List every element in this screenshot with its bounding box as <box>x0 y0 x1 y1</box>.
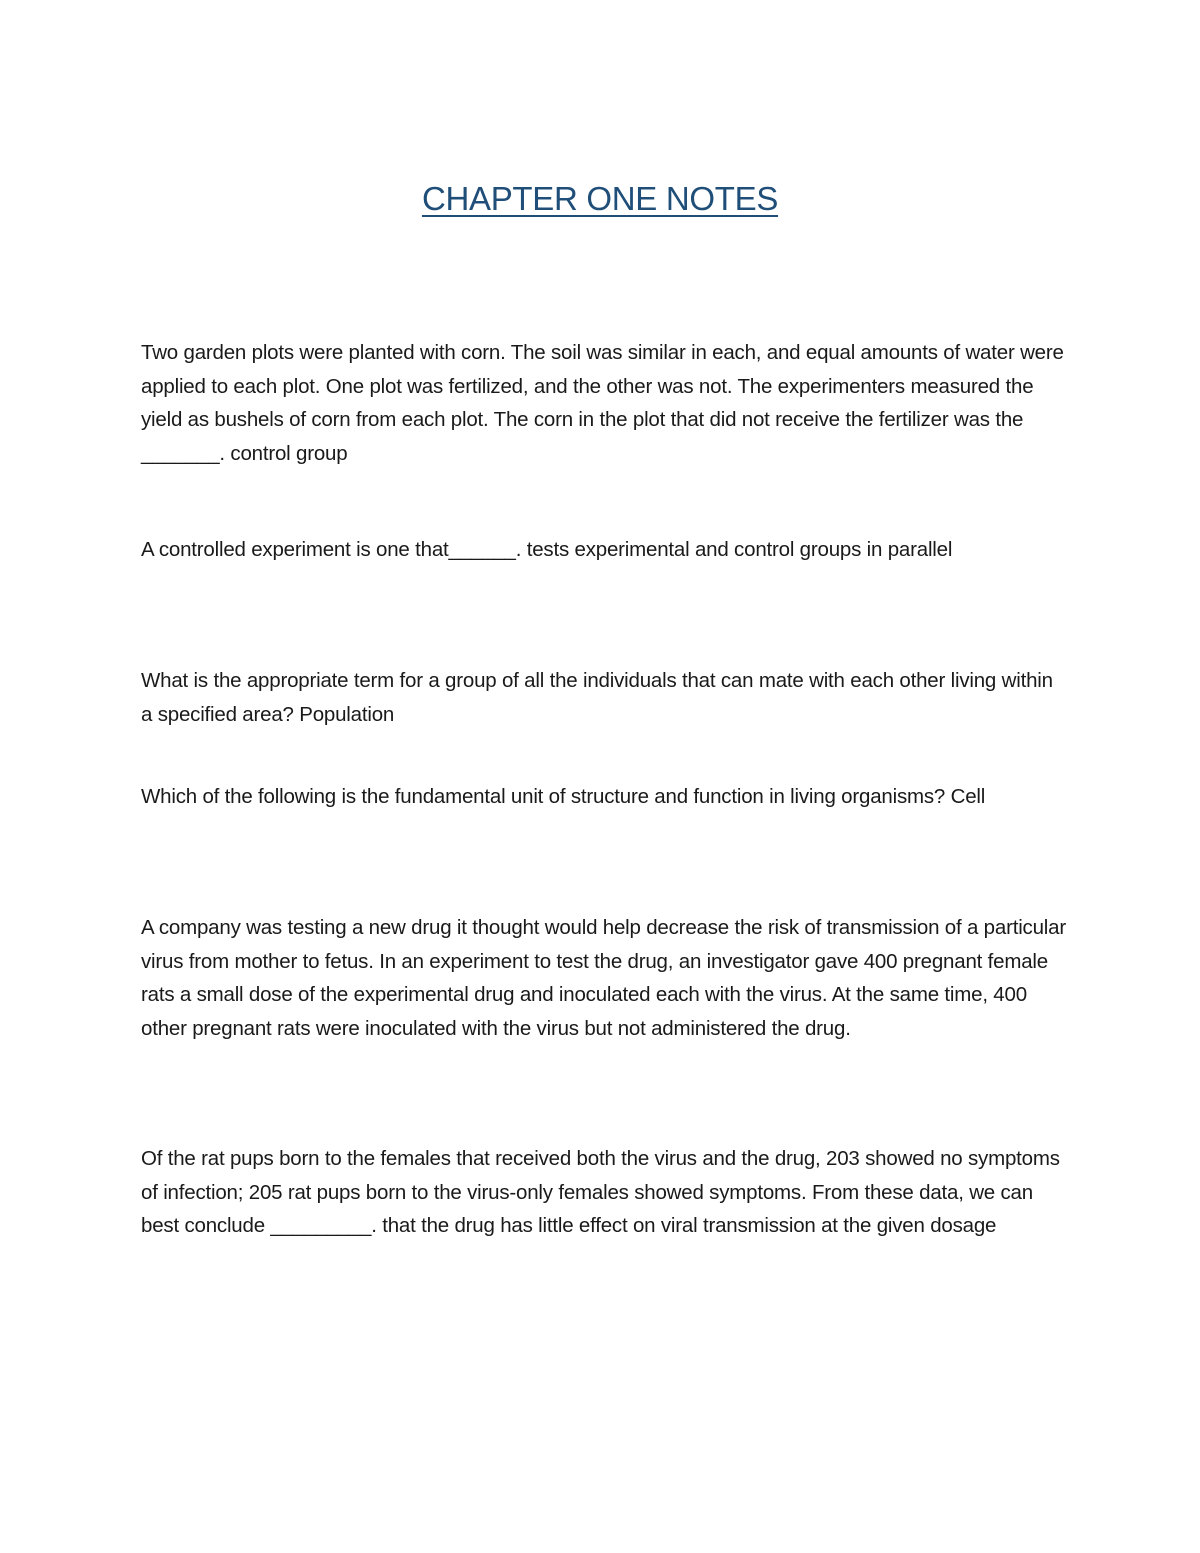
note-paragraph-controlled-experiment: A controlled experiment is one that______. tests experimental and control groups in parallel <box>141 538 953 561</box>
note-paragraph-control-group: Two garden plots were planted with corn. The soil was similar in each, and equal amounts of water were applied to each plot. One plot was fertilized, and the other was not. The experimenters measured the yield as bushels of corn from each plot. The corn in the plot that did not receive the fertilizer was the _______. control group <box>141 341 1064 465</box>
note-paragraph-population: What is the appropriate term for a group of all the individuals that can mate with each other living within a specified area? Population <box>141 669 1053 726</box>
note-paragraph-drug-experiment: A company was testing a new drug it thought would help decrease the risk of transmission of a particular virus from mother to fetus. In an experiment to test the drug, an investigator gave 400 pregnant female rats a small dose of the experimental drug and inoculated each with the virus. At the same time, 400 other pregnant rats were inoculated with the virus but not administered the drug. <box>141 916 1066 1040</box>
note-paragraph-drug-conclusion: Of the rat pups born to the females that received both the virus and the drug, 203 showed no symptoms of infection; 205 rat pups born to the virus-only females showed symptoms. From these data, we can best conclude _________. that the drug has little effect on viral transmission at the given dosage <box>141 1147 1060 1237</box>
note-paragraph-cell: Which of the following is the fundamental unit of structure and function in living organisms? Cell <box>141 785 986 808</box>
page-title: CHAPTER ONE NOTES <box>421 180 779 217</box>
